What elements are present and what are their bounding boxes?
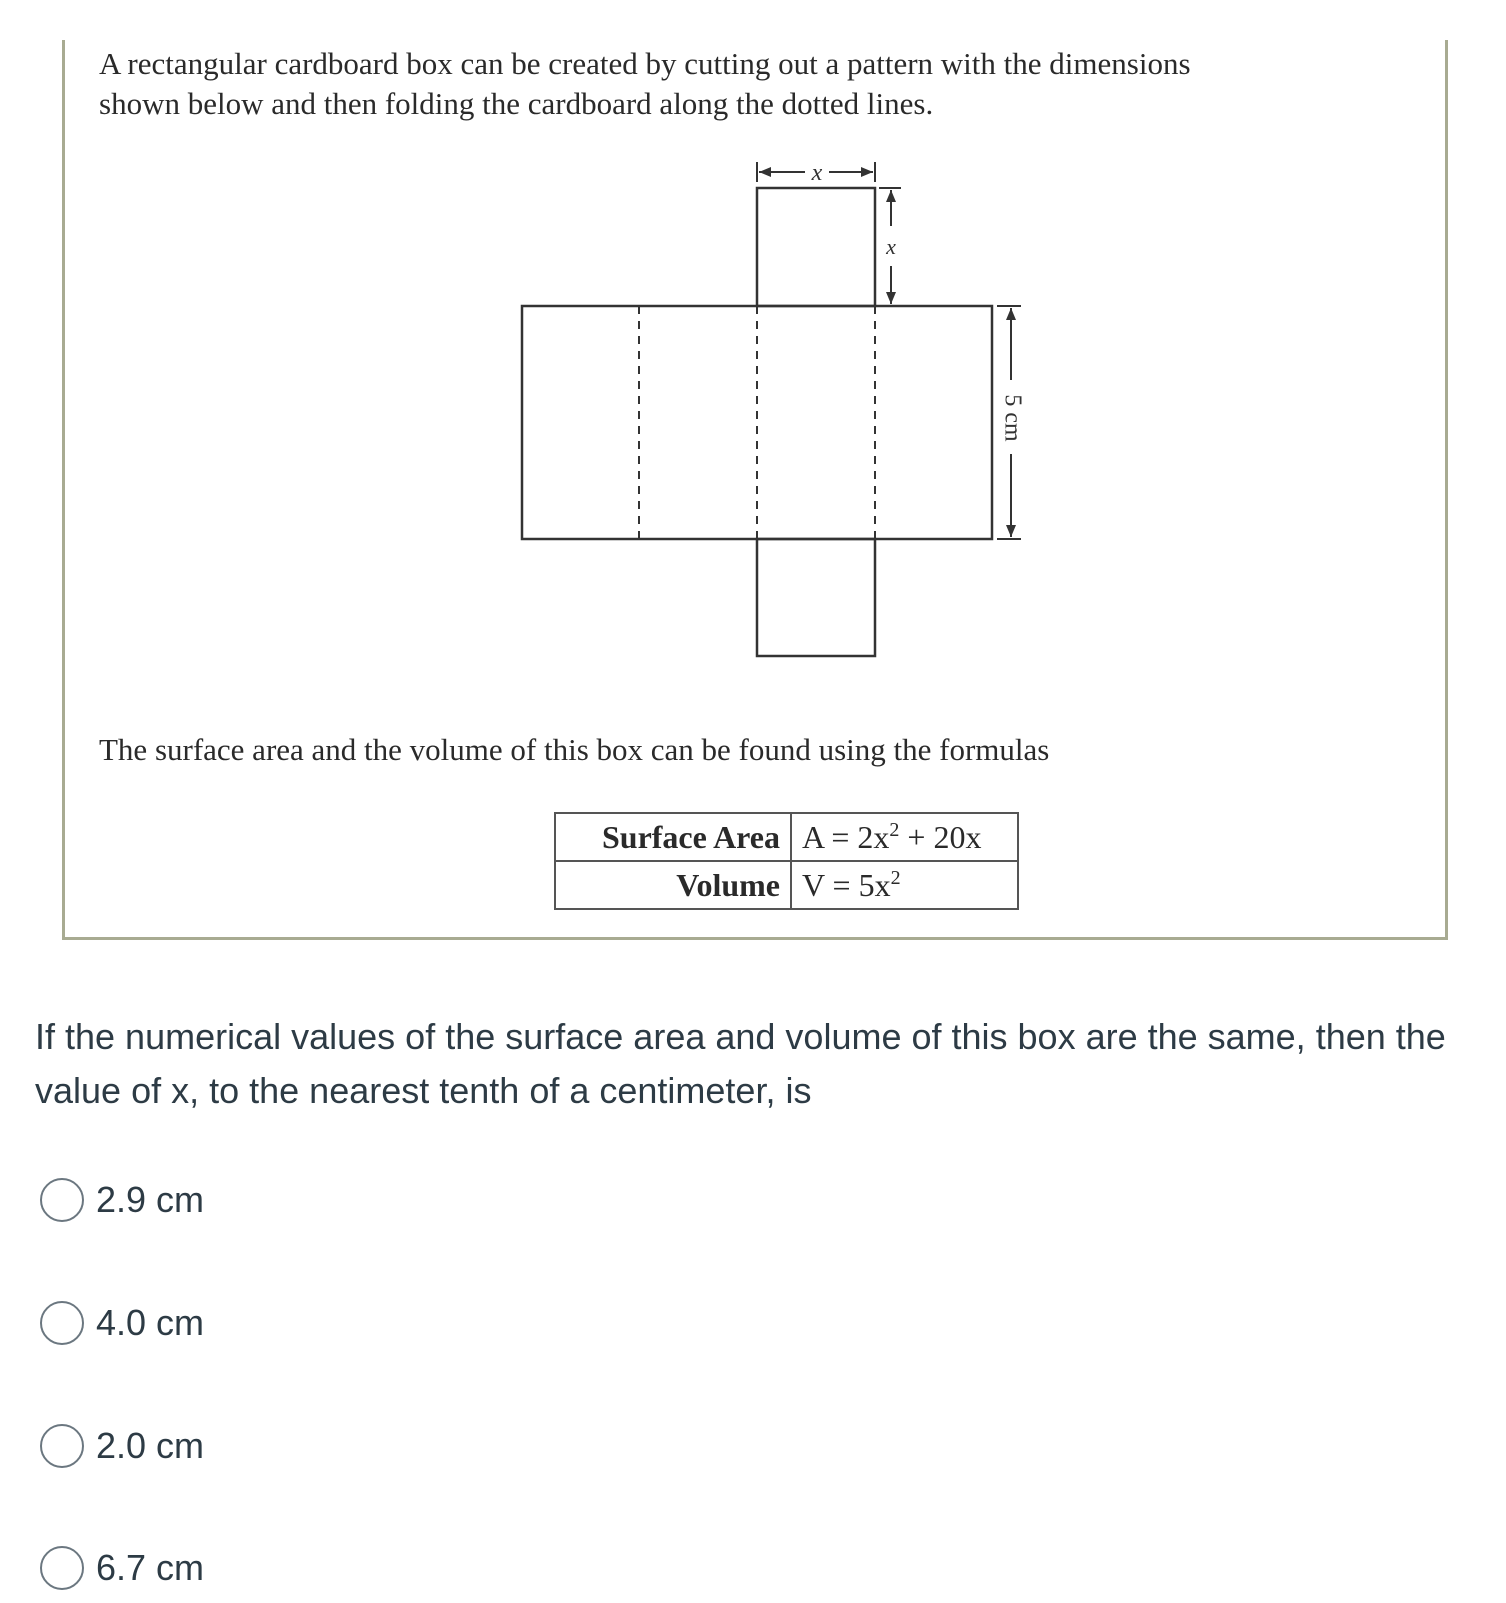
figure-intro-line-1: A rectangular cardboard box can be created by cutting out a pattern with the dimensions (99, 46, 1191, 81)
answer-option-a[interactable] (40, 1175, 204, 1225)
net-bottom-face (757, 539, 875, 656)
radio-button[interactable] (40, 1178, 84, 1222)
fold-lines (639, 306, 875, 539)
formula-table (554, 812, 1019, 910)
radio-button[interactable] (40, 1301, 84, 1345)
formula-expression: $A = 2x^2 + 20x$ (791, 813, 1018, 861)
figure-intro-line-2: shown below and then folding the cardboard along the dotted lines. (99, 86, 934, 121)
net-top-face (757, 188, 875, 306)
dimension-top-height-label: x (886, 234, 896, 259)
answer-option-c[interactable] (40, 1421, 204, 1471)
formula-row-surface-area (555, 813, 1018, 861)
option-label[interactable]: 4.0 cm (96, 1302, 205, 1343)
formula-row-volume (555, 861, 1018, 909)
radio-button[interactable] (40, 1546, 84, 1590)
formula-label: Surface Area (555, 813, 791, 861)
figure-panel (62, 40, 1448, 940)
option-label[interactable]: 2.9 cm (96, 1179, 205, 1220)
box-net-diagram (65, 40, 1445, 940)
option-label[interactable]: 6.7 cm (96, 1547, 205, 1588)
answer-option-b[interactable] (40, 1298, 204, 1348)
formulas-intro: The surface area and the volume of this box can be found using the formulas (99, 732, 1050, 767)
dimension-top-width-label: x (811, 160, 823, 186)
formula-label: Volume (555, 861, 791, 909)
answer-option-d[interactable] (40, 1543, 204, 1593)
radio-button[interactable] (40, 1424, 84, 1468)
question-text: If the numerical values of the surface area and volume of this box are the same, then the value of x, to the nearest tenth of a centimeter, is (35, 1016, 1446, 1111)
formula-expression: $V = 5x^2$ (791, 861, 1018, 909)
dimension-side-height-label: 5 cm (999, 394, 1026, 442)
option-label[interactable]: 2.0 cm (96, 1425, 205, 1466)
